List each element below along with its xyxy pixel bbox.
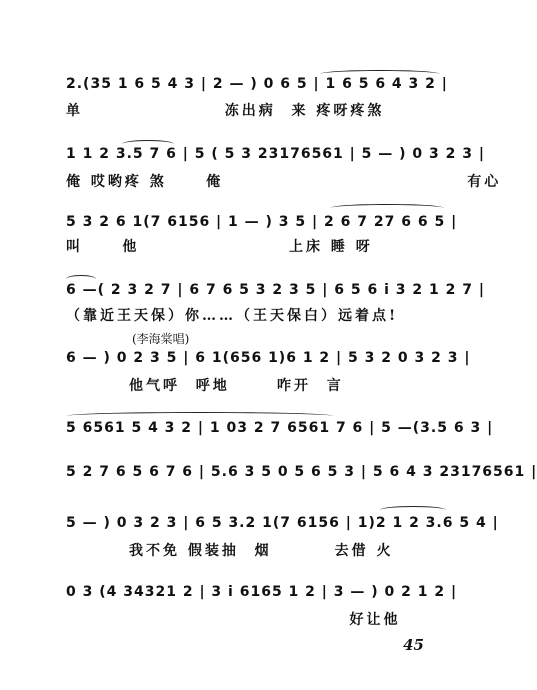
notation-line-9: 0 3 (4 34321 2 | 3 i 6165 1 2 | 3 — ) 0 2 1 2 | xyxy=(66,584,458,600)
tie-mark xyxy=(320,70,440,78)
notation-line-6: 5 6561 5 4 3 2 | 1 03 2 7 6561 7 6 | 5 —(3.5 6 3 | xyxy=(66,420,494,436)
tie-mark xyxy=(330,204,444,212)
lyric-line-1: 单 冻出病 来 疼呀疼煞 xyxy=(66,103,385,119)
notation-line-2: 1 1 2 3.5 7 6 | 5 ( 5 3 23176561 | 5 — ) 0 3 2 3 | xyxy=(66,146,485,162)
notation-line-7: 5 2 7 6 5 6 7 6 | 5.6 3 5 0 5 6 5 3 | 5 6 4 3 23176561 | xyxy=(66,464,537,480)
slur-mark xyxy=(66,275,96,283)
lyric-line-2: 俺 哎哟疼 煞 俺 有心 xyxy=(66,174,502,190)
tie-mark xyxy=(66,412,334,420)
page-number: 45 xyxy=(403,636,424,654)
singer-annotation: (李海棠唱) xyxy=(132,332,190,346)
lyric-line-3: 叫 他 上床 睡 呀 xyxy=(66,239,373,255)
notation-line-1: 2.(35 1 6 5 4 3 | 2 — ) 0 6 5 | 1 6 5 6 4 3 2 | xyxy=(66,76,448,92)
lyric-line-4: （靠近王天保）你……（王天保白）远着点! xyxy=(66,308,399,324)
tie-mark xyxy=(380,506,446,514)
lyric-line-9: 好让他 xyxy=(66,612,401,628)
lyric-line-8: 我不免 假装抽 烟 去借 火 xyxy=(66,543,394,559)
notation-line-8: 5 — ) 0 3 2 3 | 6 5 3.2 1(7 6156 | 1)2 1 2 3.6 5 4 | xyxy=(66,515,499,531)
notation-line-4: 6 —( 2 3 2 7 | 6 7 6 5 3 2 3 5 | 6 5 6 i 3 2 1 2 7 | xyxy=(66,282,485,298)
slur-mark xyxy=(122,140,174,148)
notation-line-3: 5 3 2 6 1(7 6156 | 1 — ) 3 5 | 2 6 7 27 6 6 5 | xyxy=(66,214,458,230)
notation-line-5: 6 — ) 0 2 3 5 | 6 1(656 1)6 1 2 | 5 3 2 0 3 2 3 | xyxy=(66,350,471,366)
lyric-line-5: 他气呼 呼地 咋开 言 xyxy=(66,378,344,394)
